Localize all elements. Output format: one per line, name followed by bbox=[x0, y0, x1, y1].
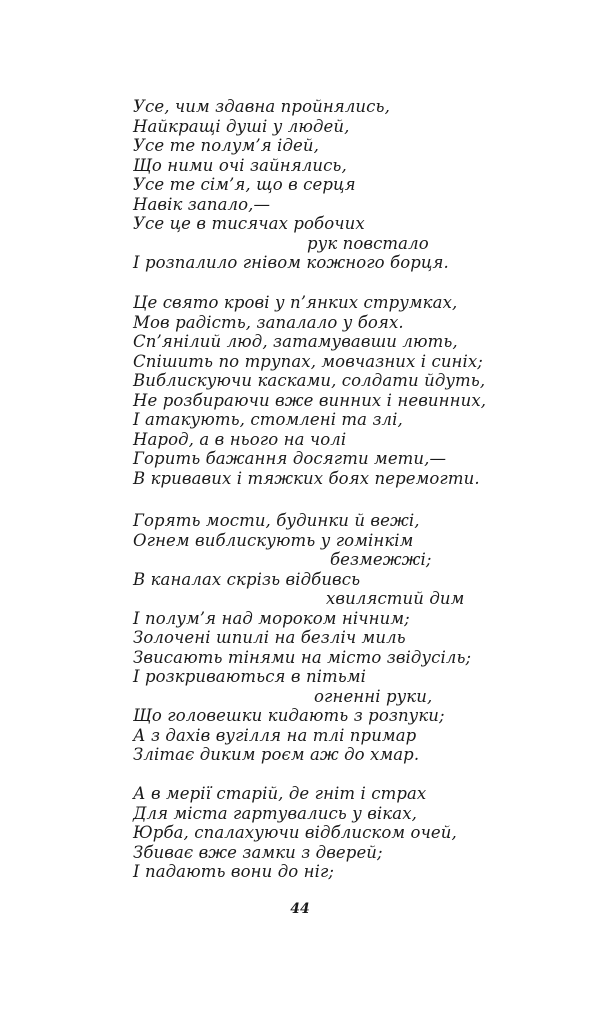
poem-line: І атакують, стомлені та злі, bbox=[133, 410, 403, 429]
poem-line: Злітає диким роєм аж до хмар. bbox=[133, 745, 420, 764]
poem-line: Горить бажання досягти мети,— bbox=[133, 449, 447, 468]
poem-line: І полум’я над мороком нічним; bbox=[133, 609, 410, 628]
poem-line: Що ними очі зайнялись, bbox=[133, 156, 347, 175]
poem-line: Це свято крові у п’янких струмках, bbox=[133, 293, 458, 312]
poem-line: І розпалило гнівом кожного борця. bbox=[133, 253, 449, 272]
poem-line: Золочені шпилі на безліч миль bbox=[133, 628, 406, 647]
poem-line: Огнем виблискують у гомінкім bbox=[133, 531, 414, 550]
poem-line-indented: безмежжі; bbox=[330, 550, 432, 569]
poem-line: А в мерії старій, де гніт і страх bbox=[133, 784, 427, 803]
poem-line: Усе це в тисячах робочих bbox=[133, 214, 365, 233]
poem-line: Сп’янілий люд, затамувавши лють, bbox=[133, 332, 458, 351]
page-number: 44 bbox=[290, 901, 310, 917]
poem-line-indented: хвилястий дим bbox=[326, 589, 465, 608]
poem-line: Народ, а в нього на чолі bbox=[133, 430, 347, 449]
poem-line: Для міста гартувались у віках, bbox=[133, 804, 417, 823]
poem-line-indented: рук повстало bbox=[307, 234, 429, 253]
poem-line: Мов радість, запалало у боях. bbox=[133, 313, 404, 332]
poem-line: В каналах скрізь відбивсь bbox=[133, 570, 361, 589]
poem-line: Горять мости, будинки й вежі, bbox=[133, 511, 420, 530]
poem-line: Найкращі душі у людей, bbox=[133, 117, 350, 136]
poem-line: І розкриваються в пітьмі bbox=[133, 667, 367, 686]
poem-line: Юрба, спалахуючи відблиском очей, bbox=[133, 823, 457, 842]
poem-line: Усе те сім’я, що в серця bbox=[133, 175, 356, 194]
poem-line: Що головешки кидають з розпуки; bbox=[133, 706, 445, 725]
poem-line: Усе те полум’я ідей, bbox=[133, 136, 319, 155]
poem-line: Виблискуючи касками, солдати йдуть, bbox=[133, 371, 486, 390]
poem-line: Звисають тінями на місто звідусіль; bbox=[133, 648, 472, 667]
poem-line-indented: огненні руки, bbox=[314, 687, 433, 706]
poem-line: В кривавих і тяжких боях перемогти. bbox=[133, 469, 480, 488]
poem-line: А з дахів вугілля на тлі примар bbox=[133, 726, 417, 745]
poem-line: Збиває вже замки з дверей; bbox=[133, 843, 383, 862]
poem-line: І падають вони до ніг; bbox=[133, 862, 335, 881]
poem-line: Спішить по трупах, мовчазних і синіх; bbox=[133, 352, 483, 371]
poem-line: Навік запало,— bbox=[133, 195, 271, 214]
poem-line: Усе, чим здавна пройнялись, bbox=[133, 97, 390, 116]
poem-line: Не розбираючи вже винних і невинних, bbox=[133, 391, 487, 410]
